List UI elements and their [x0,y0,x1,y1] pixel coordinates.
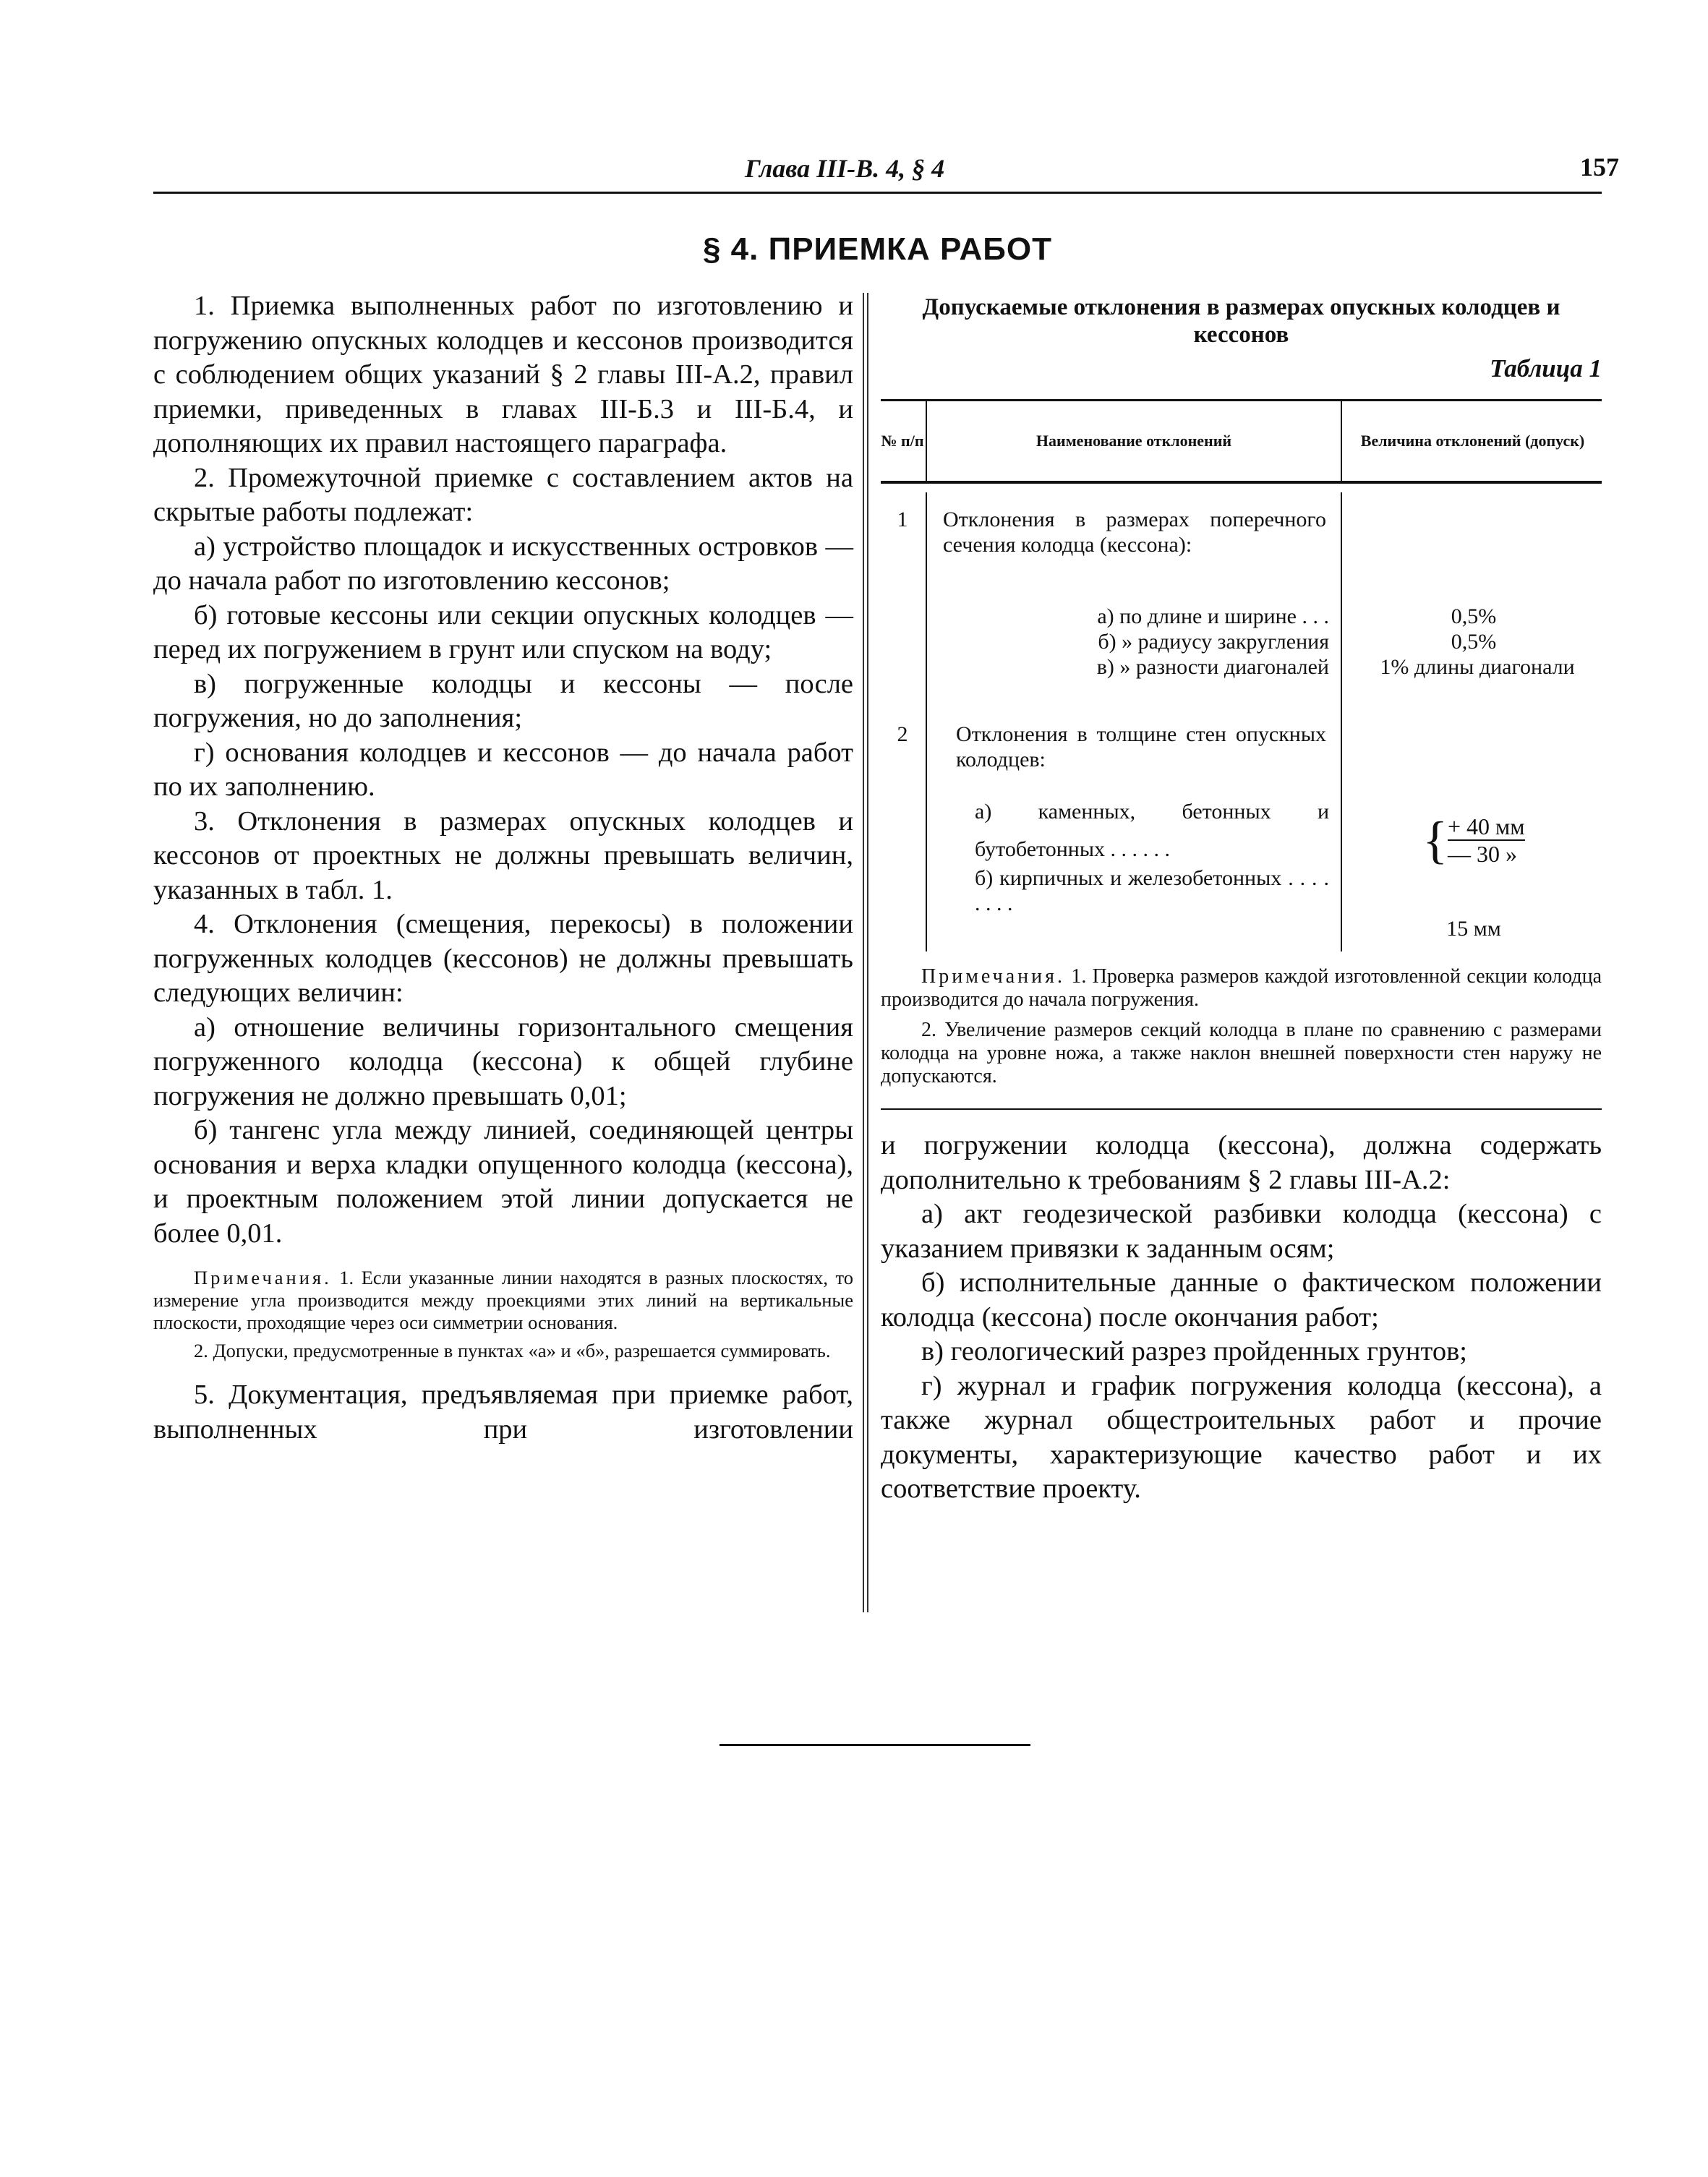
paragraph-5b: б) исполнительные данные о фактическом положении колодца (кессона) после окончания работ; [881,1267,1602,1333]
end-rule [720,1744,1030,1746]
section-title: § 4. ПРИЕМКА РАБОТ [702,231,1053,267]
table-note-1 [881,965,1602,1011]
table-note-2: 2. Увеличение размеров секций колодца в плане по сравнению с размерами колодца на уровне ножа, а также наклон внешней поверхности стен наружу не допускаются. [881,1019,1602,1087]
paragraph-3: 3. Отклонения в размерах опускных колодцев и кессонов от проектных не должны превышать величин, указанных в табл. 1. [153,805,853,905]
header-rule [153,192,1602,194]
left-note-1 [153,1267,853,1334]
table-vline-body-1 [926,492,927,951]
paragraph-4b: б) тангенс угла между линией, соединяющей центры основания и верха кладки опущенного колодца (кессона), и проектным положением этой линии допускается не более 0,01. [153,1115,853,1249]
paragraph-2c: в) погруженные колодцы и кессоны — после погружения, но до заполнения; [153,668,853,733]
paragraph-1: 1. Приемка выполненных работ по изготовлению и погружению опускных колодцев и кессонов производится с соблюдением общих указаний § 2 главы III-А.2, правил приемки, приведенных в главах III-Б.3 и III-Б.4, и дополняющих их правил настоящего параграфа. [153,291,853,458]
paragraph-5a: а) акт геодезической разбивки колодца (кессона) с указанием привязки к заданным осям; [881,1199,1602,1264]
column-divider-left [863,293,864,1612]
paragraph-2b: б) готовые кессоны или секции опускных колодцев — перед их погружением в грунт или спуском на воду; [153,599,853,664]
table-header-rule [881,481,1602,484]
tolerance-minus: — 30 » [1448,841,1517,867]
paragraph-5-continued: и погружении колодца (кессона), должна содержать дополнительно к требованиям § 2 главы III-А.2: [881,1130,1602,1195]
row1-num: 1 [897,508,908,531]
row2-b-value: 15 мм [1446,917,1501,941]
table-notes-rule [881,1108,1602,1110]
brace-icon: { [1422,811,1448,869]
table-note-1-text: 1. Проверка размеров каждой изготовленной секции колодца производится до начала погружения. [881,965,1602,1011]
page-number: 157 [1580,153,1619,181]
right-column [881,289,1602,1507]
table-notes [881,965,1602,1088]
paragraph-5c: в) геологический разрез пройденных грунтов; [921,1336,1467,1366]
row1-b: б) » радиусу закругления [1098,630,1329,654]
paragraph-2d: г) основания колодцев и кессонов — до начала работ по их заполнению. [153,737,853,802]
row1-a: а) по длине и ширине . . . [1097,604,1329,628]
row1-c-value: 1% длины диагонали [1380,655,1575,679]
tolerance-plus: + 40 мм [1448,813,1525,839]
row2-name: Отклонения в толщине стен опускных колодцев: [956,722,1326,771]
table-vline-header-2 [1341,401,1342,481]
row2-a-value [1351,813,1597,867]
paragraph-5d: г) журнал и график погружения колодца (кессона), а также журнал общестроительных работ и прочие документы, характеризующие качество работ и их соответствие проекту. [881,1370,1602,1504]
paragraph-5: 5. Документация, предъявляемая при приемке работ, выполненных при изготовлении [153,1380,853,1445]
running-header: Глава III-В. 4, § 4 [745,154,945,183]
row1-c: в) » разности диагоналей [1096,655,1329,679]
left-note-1-text: 1. Если указанные линии находятся в разных плоскостях, то измерение угла производится между проекциями этих линий на вертикальные плоскости, проходящие через оси симметрии основания. [153,1267,854,1333]
left-column [153,289,853,1447]
tolerance-pair [1448,813,1525,867]
table-header-name: Наименование отклонений [1036,432,1232,450]
left-notes-label: Примечания. [194,1267,332,1288]
paragraph-2a: а) устройство площадок и искусственных островков — до начала работ по изготовлению кессонов; [153,531,853,596]
table-label: Таблица 1 [1490,354,1602,382]
table-header-num: № п/п [881,432,924,450]
row1-a-value: 0,5% [1451,604,1497,628]
row1-name: Отклонения в размерах поперечного сечения колодца (кессона): [943,508,1326,557]
paragraph-4: 4. Отклонения (смещения, перекосы) в положении погруженных колодцев (кессонов) не должны превышать следующих величин: [153,909,853,1008]
deviation-table [881,399,1602,951]
table-title: Допускаемые отклонения в размерах опускных колодцев и кессонов [922,294,1560,348]
row2-a: а) каменных, бетонных и бутобетонных . . . . . . [975,800,1329,861]
row2-num: 2 [897,722,908,746]
table-notes-label: Примечания. [921,965,1066,988]
table-header-value: Величина отклонений (допуск) [1360,432,1585,450]
table-vline-body-2 [1341,492,1342,951]
row1-b-value: 0,5% [1451,630,1497,654]
row2-b: б) кирпичных и железобетонных . . . . . . . . [975,866,1329,915]
paragraph-4a: а) отношение величины горизонтального смещения погруженного колодца (кессона) к общей глубине погружения не должно превышать 0,01; [153,1011,853,1111]
column-divider-right [867,293,868,1612]
left-note-2: 2. Допуски, предусмотренные в пунктах «а» и «б», разрешается суммировать. [194,1340,831,1361]
paragraph-2: 2. Промежуточной приемке с составлением актов на скрытые работы подлежат: [153,462,853,527]
table-vline-header-1 [926,401,927,481]
